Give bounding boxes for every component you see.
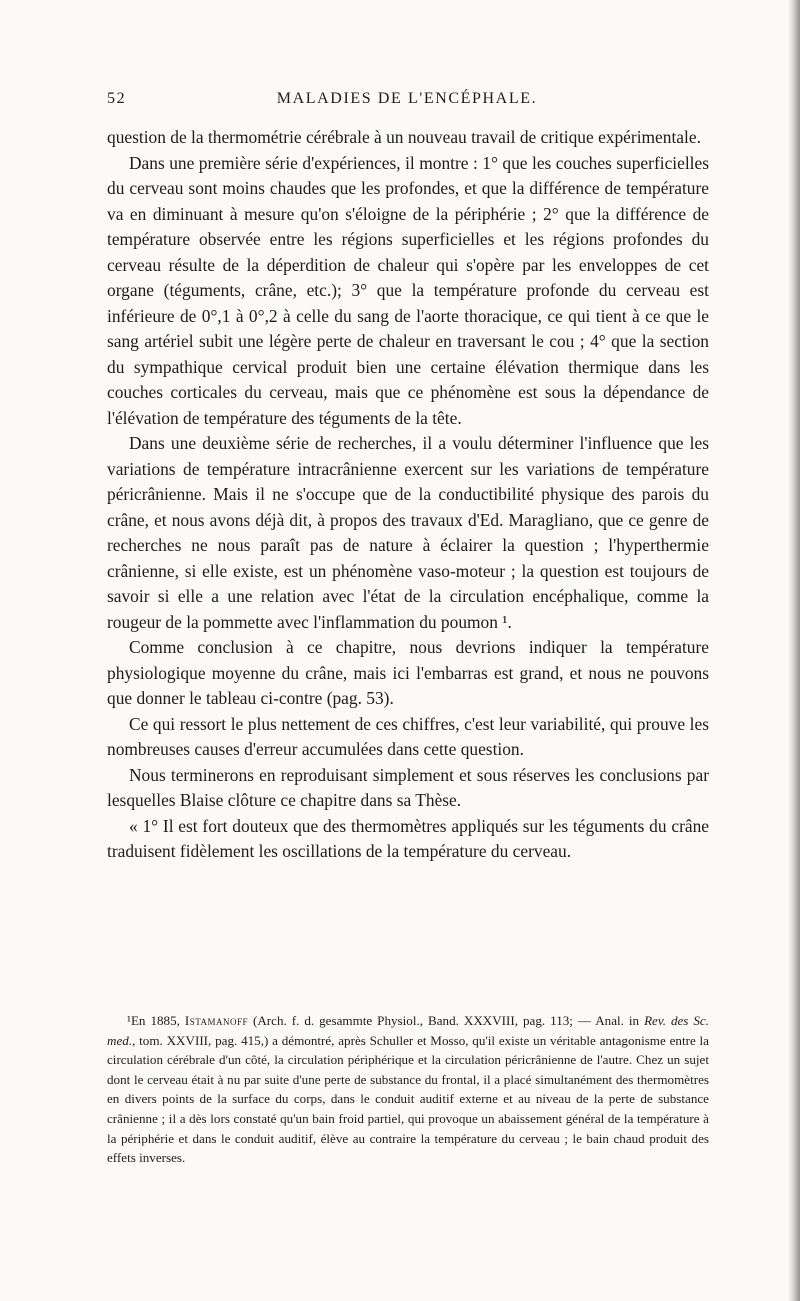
- body-text: [107, 125, 709, 865]
- paragraph-continuation: question de la thermométrie cérébrale à un nouveau travail de critique expérimentale.: [107, 127, 701, 147]
- footnote-author: Istamanoff: [184, 1013, 249, 1028]
- footnote: [107, 1011, 709, 1168]
- page-edge-shadow: [788, 0, 800, 1301]
- page-number: 52: [107, 90, 127, 107]
- paragraph-quote: « 1° Il est fort douteux que des thermomètres appliqués sur les téguments du crâne traduisent fidèlement les oscillations de la température du cerveau.: [107, 815, 709, 861]
- paragraph-conclusion: Comme conclusion à ce chapitre, nous devrions indiquer la température physiologique moyenne du crâne, mais ici l'embarras est grand, et nous ne pouvons que donner le tableau ci-contre (pag. 53).: [107, 637, 709, 708]
- footnote-marker: ¹: [127, 1013, 131, 1028]
- paragraph-blaise: Nous terminerons en reproduisant simplement et sous réserves les conclusions par lesquelles Blaise clôture ce chapitre dans sa Thèse.: [107, 764, 709, 810]
- footnote-journal: Rev. des Sc. med.: [107, 1013, 709, 1048]
- paragraph-second-series: Dans une deuxième série de recherches, il a voulu déterminer l'influence que les variations de température intracrânienne exercent sur les variations de température péricrânienne. Mais il ne s'occupe que de la conductibilité physique des parois du crâne, et nous avons déjà dit, à propos des travaux d'Ed. Maragliano, que ce genre de recherches ne nous paraît pas de nature à éclairer la question ; l'hyperthermie crânienne, si elle existe, est un phénomène vaso-moteur ; la question est toujours de savoir si elle a une relation avec l'état de la circulation encéphalique, comme la rougeur de la pommette avec l'inflammation du poumon ¹.: [107, 433, 709, 632]
- footnote-text: ¹En 1885, Istamanoff (Arch. f. d. gesammte Physiol., Band. XXXVIII, pag. 113; — Anal. in Rev. des Sc. med., tom. XXVIII, pag. 415,) a démontré, après Schuller et Mosso, qu'il existe un véritable antagonisme entre la circulation cérébrale d'un côté, la circulation périphérique et la circulation péricrânienne de l'autre. Chez un sujet dont le cerveau était à nu par suite d'une perte de substance du frontal, il a placé simultanément des thermomètres en divers points de la surface du corps, dans le conduit auditif externe et au niveau de la perte de substance crânienne ; il a dès lors constaté qu'un bain froid partiel, qui provoque un abaissement général de la température à la périphérie et dans le conduit auditif, élève au contraire la température du cerveau ; le bain chaud produit des effets inverses.: [107, 1013, 709, 1166]
- running-title: MALADIES DE L'ENCÉPHALE.: [276, 90, 538, 107]
- page-header: [107, 90, 707, 114]
- paragraph-first-series: Dans une première série d'expériences, il montre : 1° que les couches superficielles du cerveau sont moins chaudes que les profondes, et que la différence de température va en diminuant à mesure qu'on s'éloigne de la périphérie ; 2° que la différence de température observée entre les régions superficielles et les régions profondes du cerveau résulte de la déperdition de chaleur qui s'opère par les enveloppes de cet organe (téguments, crâne, etc.); 3° que la température profonde du cerveau est inférieure de 0°,1 à 0°,2 à celle du sang de l'aorte thoracique, ce qui tient à ce que le sang artériel subit une légère perte de chaleur en traversant le cou ; 4° que la section du sympathique cervical produit bien une certaine élévation thermique dans les couches corticales du cerveau, mais que ce phénomène est sous la dépendance de l'élévation de température des téguments de la tête.: [107, 152, 709, 428]
- paragraph-variability: Ce qui ressort le plus nettement de ces chiffres, c'est leur variabilité, qui prouve les nombreuses causes d'erreur accumulées dans cette question.: [107, 713, 709, 759]
